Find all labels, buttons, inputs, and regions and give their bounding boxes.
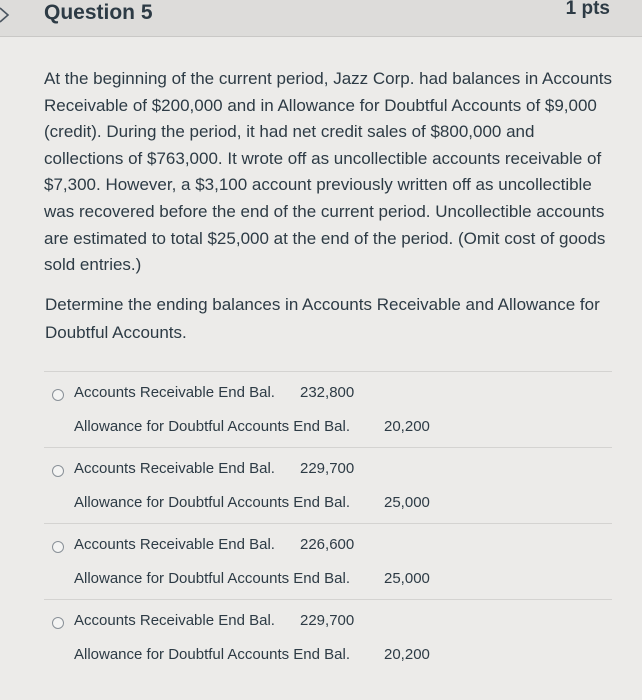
allowance-label: Allowance for Doubtful Accounts End Bal. [74, 570, 350, 587]
question-text: At the beginning of the current period, Jazz Corp. had balances in Accounts Receivable of $200,000 and in Allowance for Doubtful Accounts of $9,000 (credit). During the period, it had net credit sales of $800,000 and collections of $763,000. It wrote off as uncollectible accounts receivable of $7,300. However, a $3,100 account previously written off as uncollectible was recovered before the end of the current period. Uncollectible accounts are estimated to total $25,000 at the end of the period. (Omit cost of goods sold entries.) [44, 69, 612, 275]
accounts-receivable-value: 232,800 [300, 384, 355, 401]
accounts-receivable-label: Accounts Receivable End Bal. [74, 536, 275, 553]
radio-unchecked-icon[interactable] [52, 465, 64, 477]
allowance-label: Allowance for Doubtful Accounts End Bal. [74, 494, 350, 511]
accounts-receivable-value: 226,600 [300, 536, 355, 553]
answer-option[interactable] [44, 447, 612, 523]
question-title: Question 5 [44, 1, 153, 24]
allowance-value: 20,200 [384, 418, 430, 435]
allowance-value: 25,000 [384, 570, 430, 587]
radio-unchecked-icon[interactable] [52, 617, 64, 629]
answer-option[interactable] [44, 523, 612, 599]
allowance-value: 20,200 [384, 646, 430, 663]
accounts-receivable-label: Accounts Receivable End Bal. [74, 612, 275, 629]
question-points: 1 pts [565, 0, 610, 19]
answer-option[interactable] [44, 599, 612, 675]
accounts-receivable-label: Accounts Receivable End Bal. [74, 384, 275, 401]
radio-unchecked-icon[interactable] [52, 541, 64, 553]
chevron-right-icon[interactable] [0, 4, 16, 26]
accounts-receivable-value: 229,700 [300, 460, 355, 477]
radio-unchecked-icon[interactable] [52, 389, 64, 401]
allowance-label: Allowance for Doubtful Accounts End Bal. [74, 418, 350, 435]
answer-option[interactable] [44, 371, 612, 447]
answer-list [44, 371, 612, 675]
accounts-receivable-label: Accounts Receivable End Bal. [74, 460, 275, 477]
allowance-label: Allowance for Doubtful Accounts End Bal. [74, 646, 350, 663]
question-prompt: Determine the ending balances in Accounts Receivable and Allowance for Doubtful Accounts. [45, 295, 600, 342]
accounts-receivable-value: 229,700 [300, 612, 355, 629]
question-header [0, 0, 642, 37]
allowance-value: 25,000 [384, 494, 430, 511]
